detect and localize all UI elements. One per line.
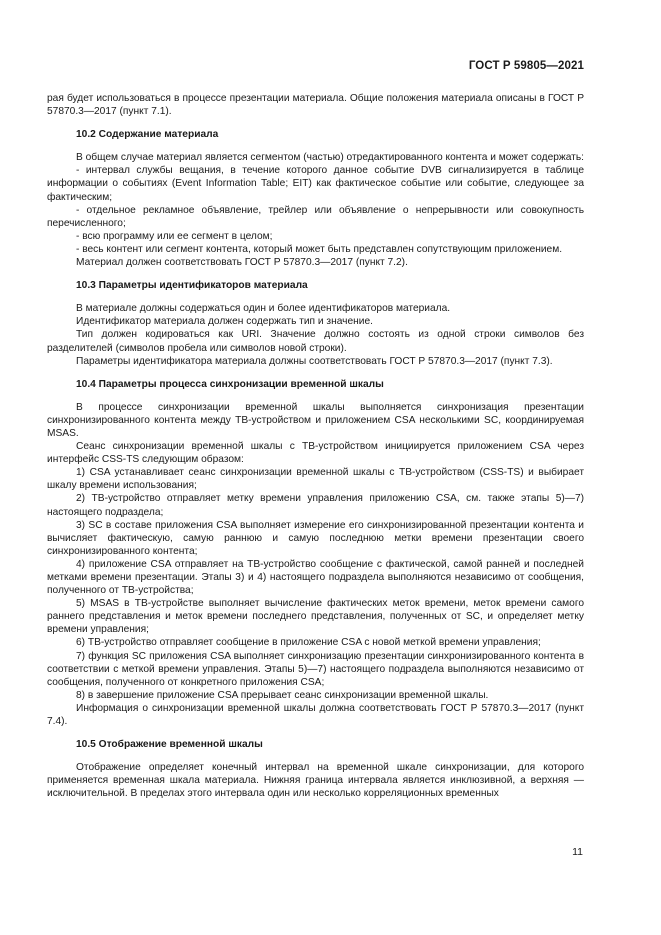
body-paragraph: 5) MSAS в ТВ-устройстве выполняет вычисление фактических меток времени, меток времени самого раннего представления и меток времени последнего представления, полученных от SC, и определяет метку времени управления;	[47, 598, 584, 636]
section-heading: 10.3 Параметры идентификаторов материала	[76, 280, 308, 292]
body-paragraph: Сеанс синхронизации временной шкалы с ТВ-устройством инициируется приложением CSA через интерфейс CSS-TS следующим образом:	[47, 441, 584, 466]
document-body	[47, 92, 584, 801]
section-spacer	[47, 292, 584, 302]
body-paragraph: Тип должен кодироваться как URI. Значение должно состоять из одной строки символов без разделителей (символов пробела или символов новой строки).	[47, 329, 584, 354]
page-number: 11	[572, 846, 583, 858]
section-spacer	[47, 118, 584, 128]
section-spacer	[47, 269, 584, 279]
body-paragraph: В процессе синхронизации временной шкалы выполняется синхронизация презентации синхронизированного контента между ТВ-устройством и приложением CSA несколькими SC, координируемая MSAS.	[47, 401, 584, 439]
body-paragraph: 8) в завершение приложение CSA прерывает сеанс синхронизации временной шкалы.	[76, 689, 489, 701]
section-spacer	[47, 368, 584, 378]
body-paragraph: 4) приложение CSA отправляет на ТВ-устройство сообщение с фактической, самой ранней и последней метками времени презентации. Этапы 3) и 4) настоящего подраздела выполняются независимо от сообщения, полученного от ТВ-устройства;	[47, 558, 584, 597]
section-heading: 10.4 Параметры процесса синхронизации временной шкалы	[76, 378, 384, 390]
body-paragraph: Отображение определяет конечный интервал на временной шкале синхронизации, для которого применяется временная шкала материала. Нижняя граница интервала является инклюзивной, а верхняя — исключительной. В пределах этого интервала один или несколько корреляционных временных	[47, 762, 584, 800]
document-code-header: ГОСТ Р 59805—2021	[468, 60, 584, 72]
body-paragraph: 2) ТВ-устройство отправляет метку времени управления приложению CSA, см. также этапы 5)—7) настоящего подраздела;	[47, 493, 584, 518]
section-spacer	[47, 391, 584, 401]
body-paragraph: Параметры идентификатора материала должны соответствовать ГОСТ Р 57870.3—2017 (пункт 7.3).	[76, 355, 553, 367]
body-paragraph: 7) функция SC приложения CSA выполняет синхронизацию презентации синхронизированного контента в соответствии с меткой времени управления. Этапы 5)—7) настоящего подраздела выполняются независимо от сообщения, полученного от конкретного приложения CSA;	[47, 650, 584, 688]
body-paragraph: Материал должен соответствовать ГОСТ Р 57870.3—2017 (пункт 7.2).	[76, 257, 408, 269]
body-paragraph: 6) ТВ-устройство отправляет сообщение в приложение CSA с новой меткой времени управления;	[76, 637, 541, 649]
body-paragraph: Информация о синхронизации временной шкалы должна соответствовать ГОСТ Р 57870.3—2017 (пункт 7.4).	[47, 702, 584, 728]
body-paragraph: рая будет использоваться в процессе презентации материала. Общие положения материала описаны в ГОСТ Р 57870.3—2017 (пункт 7.1).	[47, 93, 584, 118]
body-paragraph: - всю программу или ее сегмент в целом;	[76, 230, 273, 242]
body-paragraph: - весь контент или сегмент контента, который может быть представлен сопутствующим приложением.	[76, 243, 563, 255]
section-spacer	[47, 141, 584, 151]
body-paragraph: В материале должны содержаться один и более идентификаторов материала.	[76, 303, 451, 315]
section-heading: 10.5 Отображение временной шкалы	[76, 739, 263, 751]
body-paragraph: - интервал службы вещания, в течение которого данное событие DVB сигнализируется в таблице информации о событиях (Event Information Table; EIT) как фактическое событие или событие, следующее за фактическим;	[47, 165, 584, 203]
body-paragraph: 1) CSA устанавливает сеанс синхронизации временной шкалы с ТВ-устройством (CSS-TS) и выбирает шкалу времени использования;	[47, 467, 584, 492]
body-paragraph: - отдельное рекламное объявление, трейлер или объявление о непрерывности или совокупность перечисленного;	[47, 204, 584, 229]
body-paragraph: Идентификатор материала должен содержать тип и значение.	[76, 316, 373, 328]
section-spacer	[47, 728, 584, 738]
section-spacer	[47, 751, 584, 761]
section-heading: 10.2 Содержание материала	[76, 129, 219, 141]
body-paragraph: В общем случае материал является сегментом (частью) отредактированного контента и может содержать:	[76, 152, 584, 164]
body-paragraph: 3) SC в составе приложения CSA выполняет измерение его синхронизированной презентации контента и вычисляет фактическую, самую раннюю и самую последнюю метки времени презентации своего синхронизированного контента;	[47, 519, 584, 557]
